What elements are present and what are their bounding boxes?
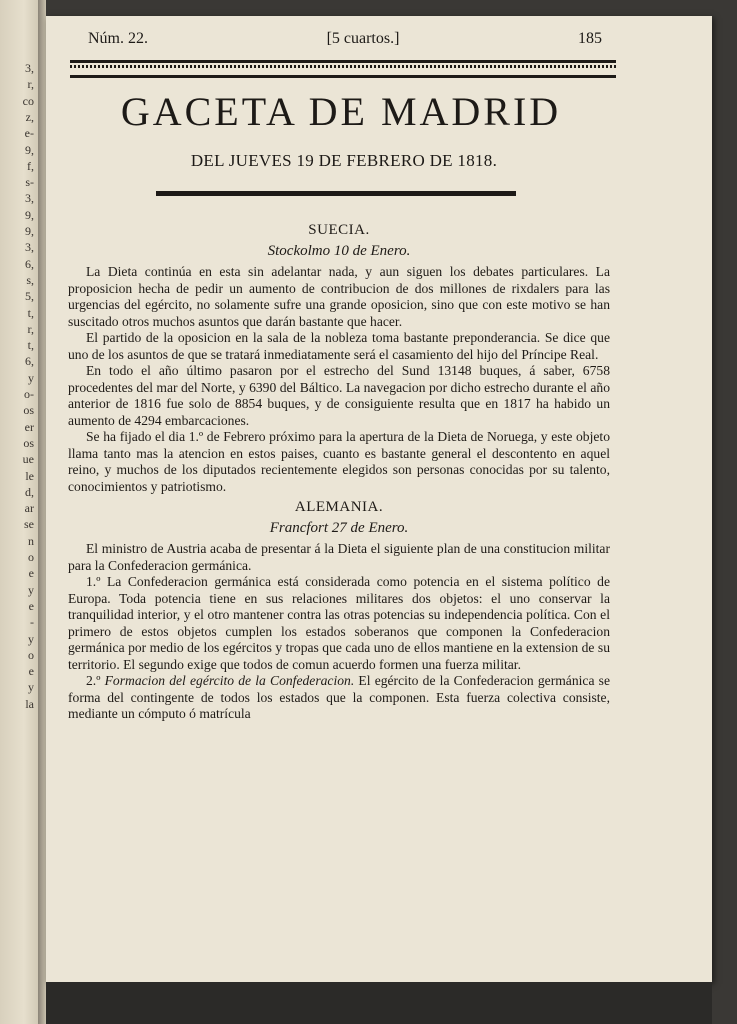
left-page-fragment: e- bbox=[24, 126, 34, 141]
left-page-fragment: 3, bbox=[25, 61, 34, 75]
paragraph: Se ha fijado el dia 1.º de Febrero próximo para la apertura de la Dieta de Noruega, y este objeto llama tanto mas la atencion en estos paises, cuanto es bastante general el descontento en aquel reino, y muchos de los diputados recientemente elegidos son personas conocidas por su talento, conocimientos y patriotismo. bbox=[68, 429, 610, 494]
newspaper-page bbox=[46, 16, 712, 982]
left-page-fragment: er bbox=[24, 419, 34, 434]
left-page-fragment: la bbox=[25, 696, 34, 711]
left-page-fragment: os bbox=[23, 403, 34, 418]
section-place-suecia: Stockolmo 10 de Enero. bbox=[267, 242, 411, 259]
left-page-fragment: n bbox=[28, 533, 34, 548]
price: [5 cuartos.] bbox=[326, 30, 400, 47]
paragraph: El partido de la oposicion en la sala de la nobleza toma bastante preponderancia. Se dice que uno de los asuntos de que se tratará inmediatamente será el casamiento del hijo del Príncipe Real. bbox=[68, 330, 610, 362]
paragraph: El ministro de Austria acaba de presentar á la Dieta el siguiente plan de una constitucion militar para la Confederacion germánica. bbox=[68, 541, 610, 573]
header-rule bbox=[70, 60, 616, 78]
left-page-fragment: f, bbox=[27, 158, 34, 173]
page-bottom-edge bbox=[46, 982, 712, 1024]
left-page-fragment: t, bbox=[27, 305, 34, 320]
left-page-fragment: 9, bbox=[25, 142, 34, 157]
left-page-fragment: e bbox=[28, 598, 34, 613]
article-number: 2.º bbox=[86, 673, 101, 688]
left-page-fragment: se bbox=[24, 517, 34, 532]
left-page-fragment: o bbox=[28, 647, 34, 662]
left-page-fragment: d, bbox=[25, 484, 34, 499]
page-header bbox=[88, 30, 602, 48]
left-page-fragment: 3, bbox=[25, 240, 34, 255]
left-page-fragment: 3, bbox=[25, 191, 34, 206]
paragraph: La Dieta continúa en esta sin adelantar nada, y aun siguen los debates particulares. La proposicion hecha de pedir un aumento de contribucion de dos millones de rixdalers para las urgencias del egército, no solamente sufre una grande oposicion, sino que con este motivo se han suscitado otros muchos asuntos que darán bastante que hacer. bbox=[68, 264, 610, 329]
article-body bbox=[68, 218, 610, 723]
left-page-fragment: y bbox=[28, 582, 34, 597]
left-page-fragment: o bbox=[28, 550, 34, 564]
left-page-fragment: y bbox=[28, 680, 34, 695]
left-page-fragment: 9, bbox=[25, 207, 34, 222]
left-page-fragment: y bbox=[28, 631, 34, 646]
section-title-suecia: SUECIA. bbox=[308, 222, 370, 238]
paragraph bbox=[68, 673, 610, 723]
masthead-title: GACETA DE MADRID bbox=[120, 89, 562, 134]
left-page-fragment: co bbox=[22, 93, 34, 108]
dateline-rule bbox=[156, 191, 516, 196]
left-page-fragment: os bbox=[23, 435, 34, 450]
adjacent-page bbox=[0, 0, 40, 1024]
issue-number: Núm. 22. bbox=[88, 30, 148, 47]
left-page-fragment: ar bbox=[24, 501, 34, 516]
section-title-alemania: ALEMANIA. bbox=[294, 499, 384, 515]
section-place-alemania: Francfort 27 de Enero. bbox=[269, 519, 409, 536]
left-page-fragment: 6, bbox=[25, 354, 34, 369]
left-page-fragment: o- bbox=[24, 387, 34, 401]
page-number: 185 bbox=[577, 30, 602, 47]
left-page-fragment: le bbox=[25, 468, 34, 483]
left-page-fragment: r, bbox=[27, 321, 34, 336]
left-page-fragment: e bbox=[28, 566, 34, 581]
left-page-fragment: s- bbox=[25, 175, 34, 190]
article-text: El egército de la Confederacion germánica se forma del contingente de todos los estados que la componen. Esta fuerza colectiva consiste, mediante un cómputo ó matrícula bbox=[68, 673, 610, 721]
left-page-fragment: z, bbox=[25, 109, 34, 124]
issue-dateline: DEL JUEVES 19 DE FEBRERO DE 1818. bbox=[190, 151, 498, 170]
book-gutter bbox=[38, 0, 46, 1024]
left-page-fragment: 6, bbox=[25, 256, 34, 271]
left-page-fragment: r, bbox=[27, 77, 34, 92]
left-page-fragment: e bbox=[28, 664, 34, 679]
paragraph: En todo el año último pasaron por el estrecho del Sund 13148 buques, á saber, 6758 procedentes del mar del Norte, y 6390 del Báltico. La navegacion por dicho estrecho durante el año anterior de 1816 fue solo de 8854 buques, y de consiguiente resulta que en 1817 ha habido un aumento de 4294 embarcaciones. bbox=[68, 363, 610, 428]
left-page-fragment: - bbox=[30, 615, 34, 630]
left-page-fragment: 5, bbox=[25, 289, 34, 304]
left-page-fragment: y bbox=[28, 370, 34, 385]
paragraph: 1.º La Confederacion germánica está considerada como potencia en el sistema político de Europa. Toda potencia tiene en sus relaciones militares dos objetos: el uno conservar la tranquilidad interior, y el otro mantener contra las otras potencias su independencia política. Con el primero de estos objetos cumplen los estados soberanos que componen la Confederacion germánica por medio de los egércitos y tropas que cada uno de ellos mantiene en la extension de su territorio. El segundo exige que todos de comun acuerdo formen una fuerza militar. bbox=[68, 574, 610, 672]
left-page-fragment: ue bbox=[22, 452, 34, 467]
left-page-fragment: s, bbox=[26, 272, 34, 287]
left-page-fragment: t, bbox=[27, 338, 34, 353]
left-page-fragment: 9, bbox=[25, 224, 34, 238]
article-heading: Formacion del egército de la Confederacion. bbox=[104, 673, 355, 688]
